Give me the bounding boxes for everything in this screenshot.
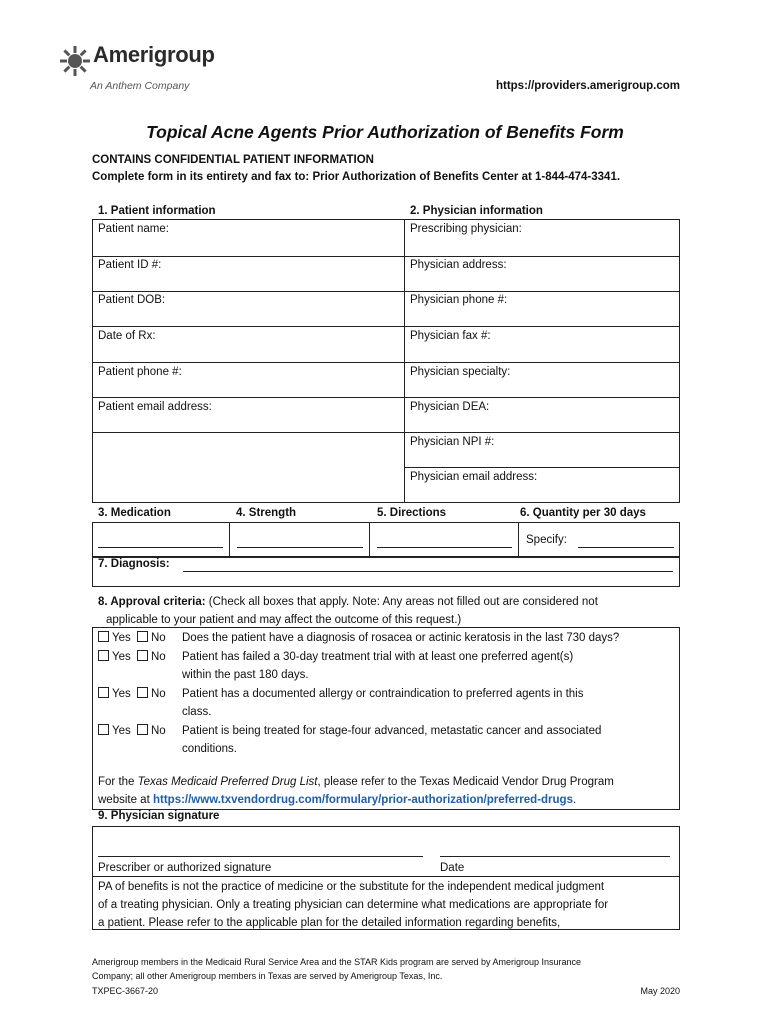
q4-text: Patient is being treated for stage-four advanced, metastatic cancer and associated (182, 725, 602, 737)
approval-heading: 8. Approval criteria: (98, 596, 206, 608)
disclaimer-line2: of a treating physician. Only a treating physician can determine what medications are appropriate for (98, 899, 609, 911)
q2-options (98, 648, 166, 666)
q2-text: Patient has failed a 30-day treatment trial with at least one preferred agent(s) (182, 651, 574, 663)
no-label: No (150, 632, 166, 644)
signature-label: Prescriber or authorized signature (98, 862, 272, 874)
no-label: No (150, 651, 166, 663)
pdl-title: Texas Medicaid Preferred Drug List (137, 776, 318, 788)
physician-fax-field[interactable]: Physician fax #: (410, 330, 491, 342)
info-table (92, 219, 680, 503)
strength-heading: 4. Strength (236, 507, 297, 519)
medication-table (92, 522, 680, 557)
yes-label: Yes (112, 632, 131, 644)
patient-id-field[interactable]: Patient ID #: (98, 259, 162, 271)
row-line (404, 467, 680, 468)
q3-no-checkbox[interactable] (137, 687, 148, 698)
date-label: Date (440, 862, 465, 874)
row-line (92, 876, 680, 877)
quantity-heading: 6. Quantity per 30 days (520, 507, 646, 519)
ref-end: . (572, 794, 577, 806)
date-input[interactable] (440, 856, 670, 857)
q2-no-checkbox[interactable] (137, 650, 148, 661)
disclaimer-line3: a patient. Please refer to the applicable plan for the detailed information regarding benefits, (98, 917, 561, 929)
brand-tagline: An Anthem Company (90, 80, 190, 92)
form-code: TXPEC-3667-20 (92, 986, 159, 996)
row-line (404, 326, 680, 327)
patient-email-field[interactable]: Patient email address: (98, 401, 212, 413)
yes-label: Yes (112, 725, 131, 737)
patient-dob-field[interactable]: Patient DOB: (98, 294, 166, 306)
q1-options (98, 629, 166, 647)
yes-label: Yes (112, 688, 131, 700)
col-divider (229, 522, 230, 557)
row-line (92, 362, 404, 363)
q4-text-cont: conditions. (182, 743, 237, 755)
row-line (404, 256, 680, 257)
footer-line1: Amerigroup members in the Medicaid Rural Service Area and the STAR Kids program are served by Amerigroup Insurance (92, 957, 582, 967)
q1-text: Does the patient have a diagnosis of rosacea or actinic keratosis in the last 730 days? (182, 632, 620, 644)
row-line (404, 432, 680, 433)
ref-line2-pre: website at (98, 794, 153, 806)
patient-info-heading: 1. Patient information (98, 205, 216, 217)
approval-instructions-line2: applicable to your patient and may affect the outcome of this request.) (106, 614, 462, 626)
confidential-notice: CONTAINS CONFIDENTIAL PATIENT INFORMATION (92, 154, 374, 166)
physician-email-field[interactable]: Physician email address: (410, 471, 538, 483)
physician-specialty-field[interactable]: Physician specialty: (410, 366, 511, 378)
q2-text-cont: within the past 180 days. (182, 669, 309, 681)
patient-name-field[interactable]: Patient name: (98, 223, 169, 235)
signature-heading: 9. Physician signature (98, 810, 220, 822)
physician-dea-field[interactable]: Physician DEA: (410, 401, 490, 413)
ref-pre: For the (98, 776, 138, 788)
approval-intro (98, 593, 678, 611)
row-line (92, 326, 404, 327)
yes-label: Yes (112, 651, 131, 663)
amerigroup-logo (60, 42, 240, 94)
q3-text: Patient has a documented allergy or contraindication to preferred agents in this (182, 688, 584, 700)
disclaimer-line1: PA of benefits is not the practice of medicine or the substitute for the independent medical judgment (98, 881, 605, 893)
q1-no-checkbox[interactable] (137, 631, 148, 642)
q3-options (98, 685, 166, 703)
footer-line2: Company; all other Amerigroup members in Texas are served by Amerigroup Texas, Inc. (92, 971, 443, 981)
q4-no-checkbox[interactable] (137, 724, 148, 735)
diagnosis-label: 7. Diagnosis: (98, 558, 170, 570)
row-line (92, 291, 404, 292)
q4-options (98, 722, 166, 740)
row-line (404, 291, 680, 292)
directions-heading: 5. Directions (377, 507, 447, 519)
form-date: May 2020 (640, 986, 680, 996)
row-line (404, 397, 680, 398)
row-line (92, 256, 404, 257)
medication-input[interactable] (98, 547, 223, 548)
physician-info-heading: 2. Physician information (410, 205, 543, 217)
row-line (92, 432, 404, 433)
info-table-divider (404, 219, 405, 503)
q3-text-cont: class. (182, 706, 212, 718)
form-title: Topical Acne Agents Prior Authorization of Benefits Form (146, 122, 624, 142)
txvendordrug-link[interactable]: https://www.txvendordrug.com/formulary/prior-authorization/preferred-drugs (152, 794, 573, 806)
diagnosis-row (92, 557, 680, 587)
quantity-input[interactable] (578, 547, 674, 548)
pdl-website-line (98, 791, 678, 809)
medication-heading: 3. Medication (98, 507, 171, 519)
q2-yes-checkbox[interactable] (98, 650, 109, 661)
prescribing-physician-field[interactable]: Prescribing physician: (410, 223, 522, 235)
providers-url: https://providers.amerigroup.com (495, 80, 680, 92)
patient-phone-field[interactable]: Patient phone #: (98, 366, 182, 378)
physician-npi-field[interactable]: Physician NPI #: (410, 436, 495, 448)
physician-address-field[interactable]: Physician address: (410, 259, 507, 271)
col-divider (369, 522, 370, 557)
date-of-rx-field[interactable]: Date of Rx: (98, 330, 156, 342)
no-label: No (150, 688, 166, 700)
row-line (404, 362, 680, 363)
q3-yes-checkbox[interactable] (98, 687, 109, 698)
directions-input[interactable] (377, 547, 512, 548)
col-divider (518, 522, 519, 557)
strength-input[interactable] (237, 547, 363, 548)
brand-name: Amerigroup (93, 42, 215, 67)
ref-post: , please refer to the Texas Medicaid Vendor Drug Program (317, 776, 614, 788)
q1-yes-checkbox[interactable] (98, 631, 109, 642)
fax-instructions: Complete form in its entirety and fax to: Prior Authorization of Benefits Center at 1-844-474-3341. (92, 171, 621, 183)
approval-instructions: (Check all boxes that apply. Note: Any areas not filled out are considered not (205, 596, 598, 608)
diagnosis-input[interactable] (183, 571, 673, 572)
specify-label: Specify: (526, 534, 567, 546)
physician-phone-field[interactable]: Physician phone #: (410, 294, 508, 306)
sunburst-logo-icon (60, 46, 90, 76)
no-label: No (150, 725, 166, 737)
q4-yes-checkbox[interactable] (98, 724, 109, 735)
row-line (92, 397, 404, 398)
signature-input[interactable] (98, 856, 423, 857)
pdl-reference (98, 773, 678, 791)
